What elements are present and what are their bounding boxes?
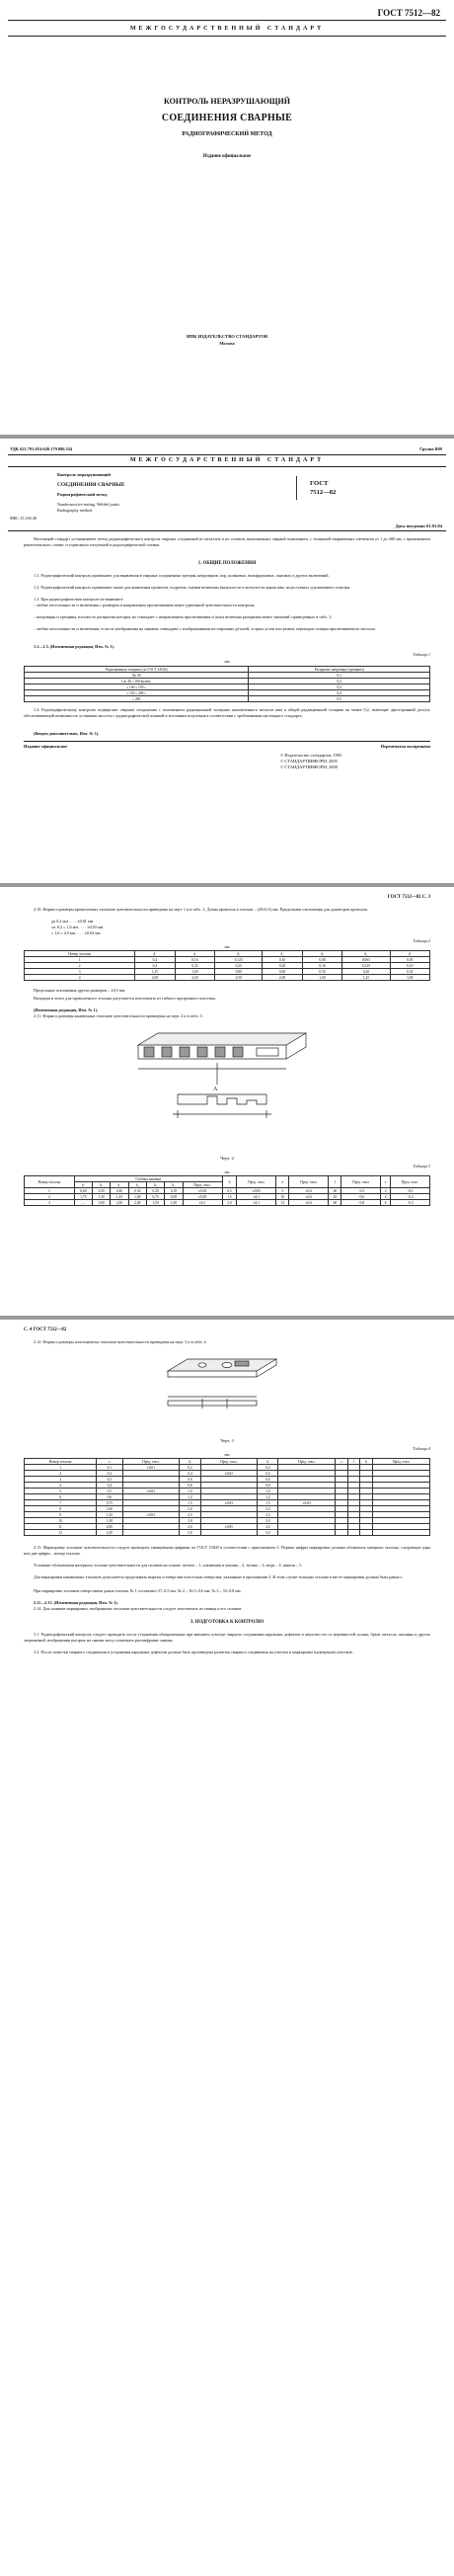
para-3-1: 3.1. Радиографический контроль следует проводить после устранения обнаруженных при внешнем осмотре сварного соединения наружных дефектов и зачистки его от неровностей, шлака, брызг металла, окалины и других загрязнений, изображения которых на снимке могут помешать расшифровке снимка. bbox=[24, 1632, 430, 1643]
table-cell: 4,0 bbox=[258, 1524, 278, 1530]
para-3-2: 3.2. После зачистки сварного соединения и устранения наружных дефектов должна быть произведена разметка сварного соединения на участки и маркировка (нумерация) участков. bbox=[34, 1650, 353, 1654]
table-cell: −0,6 bbox=[341, 1194, 381, 1200]
table-cell: 3,0 bbox=[258, 1518, 278, 1524]
mks-code: МКС 25.160.40 bbox=[10, 516, 38, 521]
table-cell: −0,8 bbox=[341, 1200, 381, 1206]
table-cell: 1,5 bbox=[180, 1500, 200, 1506]
table-1-head-thickness: Радиационная толщина (по ГОСТ 24034) bbox=[25, 667, 249, 673]
table-cell: 45 bbox=[329, 1194, 341, 1200]
table-cell bbox=[336, 1530, 348, 1536]
table-cell: 0,6 bbox=[97, 1494, 122, 1500]
table-2-head: d₄ bbox=[263, 951, 302, 957]
section-1-heading: 1. ОБЩИЕ ПОЛОЖЕНИЯ bbox=[197, 561, 257, 566]
table-cell: ±0,1 bbox=[237, 1194, 276, 1200]
interstate-standard-heading: МЕЖГОСУДАРСТВЕННЫЙ СТАНДАРТ bbox=[129, 26, 325, 32]
edition-label: Издание официальное bbox=[24, 744, 68, 749]
table-cell: −0,5 bbox=[341, 1188, 381, 1194]
standard-code: ГОСТ 7512—82 bbox=[377, 8, 440, 18]
note-1-4: (Введен дополнительно, Изм. № 1). bbox=[34, 731, 100, 736]
table-4-head: b bbox=[359, 1459, 373, 1465]
table-cell: 1,00 bbox=[165, 1200, 183, 1206]
para-hole-marking: При маркировке эталонов отверстиями длина эталона № 1 составляет 27–0,5 мм, № 2 – 30,5–0,6 мм, № 3 – 33–0,8 мм. bbox=[34, 1588, 242, 1593]
page-2 bbox=[0, 439, 454, 883]
gost-label: ГОСТ bbox=[310, 480, 329, 487]
para-2-12: 2.12. Форма и размеры пластинчатых эталонов чувствительности приведены на черт. 3 и в табл. 4. bbox=[34, 1339, 207, 1344]
table-cell: 0,10 bbox=[165, 1188, 183, 1194]
udk-code: УДК 621.791.053:620.179.086.354 bbox=[10, 446, 73, 451]
page-4 bbox=[0, 1320, 454, 2576]
table-cell: 0,1 bbox=[249, 673, 430, 679]
para-2-13: 2.13. Маркировку эталонов чувствительности следует проводить свинцовыми цифрами по ГОСТ 15843 в соответствии с приложением 3. Первые цифры маркировки должны обозначать материал эталона, следующие одна или две цифры – номер эталона. bbox=[24, 1545, 430, 1556]
table-4-head: Номер эталона bbox=[25, 1459, 97, 1465]
table-cell: 1,50 bbox=[93, 1194, 111, 1200]
table-cell bbox=[348, 1530, 359, 1536]
name-en-1: Nondestructive testing. Welded joints. bbox=[57, 502, 120, 507]
table-cell: 0,4 bbox=[135, 963, 175, 969]
table-cell: 2 bbox=[25, 1194, 75, 1200]
table-cell: 2 bbox=[25, 963, 135, 969]
para-1-3-c: – любые несплошности и включения, если их изображения на снимках совпадают с изображениями посторонних деталей, острых углов или резких перепадов толщин просвечиваемого металла. bbox=[34, 626, 376, 631]
table-3-head: b bbox=[222, 1176, 237, 1188]
table-cell bbox=[359, 1530, 373, 1536]
table-cell: 2,00 bbox=[97, 1524, 122, 1530]
table-cell: ±0,05 bbox=[200, 1524, 258, 1530]
table-cell: 0,32 bbox=[175, 963, 214, 969]
name-ru-2: СОЕДИНЕНИЯ СВАРНЫЕ bbox=[57, 482, 125, 488]
table-cell: 0,2 bbox=[249, 679, 430, 684]
table-cell: 0,75 bbox=[97, 1500, 122, 1506]
table-3-head: Пред. откл. bbox=[289, 1176, 329, 1188]
table-cell: 0,75 bbox=[146, 1194, 164, 1200]
table-cell: 0,4 bbox=[249, 690, 430, 696]
table-3-head: Пред. откл. bbox=[341, 1176, 381, 1188]
divider bbox=[8, 466, 446, 467]
table-cell: 4 bbox=[25, 1483, 97, 1489]
table-cell: » 100 » 150 » bbox=[25, 684, 249, 690]
table-cell: 3 bbox=[25, 1477, 97, 1483]
page-header: ГОСТ 7512—82 С. 3 bbox=[387, 895, 430, 900]
table-cell: 2,0 bbox=[180, 1506, 200, 1512]
table-cell: 2,50 bbox=[215, 975, 263, 981]
title-line-2: СОЕДИНЕНИЯ СВАРНЫЕ bbox=[161, 113, 293, 123]
table-cell: 0,2 bbox=[180, 1465, 200, 1471]
table-cell: 0,5 bbox=[97, 1489, 122, 1494]
table-cell: 0,16 bbox=[175, 957, 214, 963]
table-4-head: s bbox=[97, 1459, 122, 1465]
table-cell: 10 bbox=[25, 1518, 97, 1524]
table-4 bbox=[24, 1458, 430, 1536]
table-cell: » 200 bbox=[25, 696, 249, 702]
table-cell: До 40 bbox=[25, 673, 249, 679]
table-3-head: h₄ bbox=[128, 1182, 146, 1188]
table-cell: Св. 40 » 100 включ. bbox=[25, 679, 249, 684]
title-line-3: РАДИОГРАФИЧЕСКИЙ МЕТОД bbox=[182, 131, 272, 137]
table-2-head: d₇ bbox=[390, 951, 429, 957]
table-cell: 1,75 bbox=[74, 1194, 92, 1200]
para-2-14: 2.14. Для снимков маркировки, изображение эталонов чувствительности следует изготовлять из свинца и его сплавов. bbox=[34, 1606, 243, 1611]
table-1-unit: мм bbox=[224, 659, 230, 664]
table-cell: 5,0 bbox=[258, 1530, 278, 1536]
table-row bbox=[25, 975, 430, 981]
table-cell: ±0,3 bbox=[289, 1194, 329, 1200]
para-1-4: 1.4. Радиографическому контролю подвергают сварные соединения с отношением радиационной толщины наплавленного металла шва к общей радиационной толщине не менее 0,2, имеющие двусторонний доступ, обеспечивающий возможность установки кассеты с радиографической пленкой и источника излучения в соответствии с требованиями настоящего стандарта. bbox=[24, 707, 430, 718]
table-cell: 12 bbox=[276, 1200, 289, 1206]
table-cell: ±0,1 bbox=[183, 1200, 222, 1206]
table-cell: 2,00 bbox=[263, 975, 302, 981]
table-4-head: d₂ bbox=[258, 1459, 278, 1465]
table-cell: 0,8 bbox=[258, 1483, 278, 1489]
intro-date: Дата введения 01.01.84 bbox=[395, 523, 442, 528]
table-3-head: Пред. откл. bbox=[183, 1182, 222, 1188]
table-3-head-groove-depth: Глубина канавки bbox=[74, 1176, 222, 1182]
table-2-head: Номер эталона bbox=[25, 951, 135, 957]
name-ru-3: Радиографический метод bbox=[57, 492, 108, 497]
note-2-11-2-13: 2.11—2.13. (Измененная редакция, Изм. № 1). bbox=[34, 1600, 118, 1605]
table-cell: 0,4 bbox=[180, 1471, 200, 1477]
table-cell bbox=[200, 1530, 258, 1536]
table-cell: 0,063 bbox=[342, 957, 390, 963]
table-cell: 1,0 bbox=[258, 1489, 278, 1494]
table-cell: ±0,02 bbox=[122, 1489, 180, 1494]
page-3 bbox=[0, 887, 454, 1316]
table-cell: 0,30 bbox=[128, 1188, 146, 1194]
table-cell: 0,80 bbox=[215, 969, 263, 975]
drawing-2-section-label: А bbox=[213, 1087, 218, 1092]
table-cell: 1,25 bbox=[97, 1512, 122, 1518]
table-cell: 1,00 bbox=[97, 1506, 122, 1512]
copyright-2: © СТАНДАРТИНФОРМ, 2005 bbox=[280, 759, 338, 764]
para-1-3-b: – непровары и трещины, плоскость раскрытия которых не совпадает с направлением просвечивания и (или) величина раскрытия менее значений, приведенных в табл. 1; bbox=[34, 614, 333, 619]
title-page bbox=[0, 0, 454, 435]
divider bbox=[8, 20, 446, 21]
para-1-2: 1.2. Радиографический контроль применяют также для выявления прожогов, подрезов, оценки величины выпуклости и вогнутости корня шва, недоступных для внешнего осмотра. bbox=[34, 585, 351, 590]
table-cell: 2,0 bbox=[258, 1506, 278, 1512]
table-cell: 0,2 bbox=[135, 957, 175, 963]
group-code: Группа В09 bbox=[419, 446, 442, 451]
table-cell: 11 bbox=[25, 1524, 97, 1530]
tolerance-2: св. 0,2 » 1,6 мм . . . . ±0,03 мм bbox=[51, 925, 104, 929]
table-cell: 0,6 bbox=[180, 1477, 200, 1483]
table-3-label: Таблица 3 bbox=[413, 1164, 430, 1168]
divider bbox=[24, 741, 430, 742]
divider bbox=[8, 454, 446, 455]
table-cell: 2,50 bbox=[111, 1200, 128, 1206]
table-2-unit: мм bbox=[224, 944, 230, 949]
table-3-head: s bbox=[381, 1176, 390, 1188]
table-cell: 1,25 bbox=[135, 969, 175, 975]
drawing-3-caption: Черт. 3 bbox=[220, 1438, 234, 1443]
table-cell: 1,5 bbox=[222, 1194, 237, 1200]
table-cell: 0,05 bbox=[390, 957, 429, 963]
reprint-notice: Перепечатка воспрещена bbox=[380, 744, 430, 749]
table-cell: ±0,05 bbox=[183, 1188, 222, 1194]
edition-label: Издание официальное bbox=[202, 154, 252, 159]
para-material-codes: Условные обозначения материала эталона чувствительности для сплавов на основе: железа – 1, алюминия и магния – 2, титана – 3, меди – 4, никеля – 5. bbox=[34, 1563, 303, 1568]
table-cell: 1,25 bbox=[342, 975, 390, 981]
para-1-3-a: – любые несплошности и включения с размером в направлении просвечивания менее удвоенной чувствительности контроля; bbox=[34, 603, 256, 607]
table-cell: ±0,2 bbox=[289, 1188, 329, 1194]
table-cell: 0,60 bbox=[74, 1188, 92, 1194]
table-3 bbox=[24, 1175, 430, 1206]
table-3-head: a bbox=[276, 1176, 289, 1188]
section-3-heading: 3. ПОДГОТОВКА К КОНТРОЛЮ bbox=[189, 1620, 265, 1625]
table-cell: 0,8 bbox=[180, 1483, 200, 1489]
table-cell: 0,2 bbox=[97, 1471, 122, 1477]
table-cell: 5 bbox=[25, 1489, 97, 1494]
table-cell: 3,00 bbox=[93, 1200, 111, 1206]
groove-standard-drawing bbox=[118, 1025, 336, 1154]
gost-number: 7512—82 bbox=[310, 489, 337, 496]
table-cell: 1 bbox=[25, 1188, 75, 1194]
table-1-head-opening: Раскрытие непровара (трещины) bbox=[249, 667, 430, 673]
table-4-head: l bbox=[348, 1459, 359, 1465]
publisher-name: ИПК ИЗДАТЕЛЬСТВО СТАНДАРТОВ bbox=[186, 334, 268, 339]
table-4-head: c bbox=[336, 1459, 348, 1465]
table-4-unit: мм bbox=[224, 1452, 230, 1457]
table-row bbox=[25, 1200, 430, 1206]
para-tolerance-other: Предельные отклонения других размеров – ±0,5 мм. bbox=[34, 988, 126, 993]
name-ru-1: Контроль неразрушающий bbox=[57, 472, 111, 477]
table-cell: 0,4 bbox=[258, 1471, 278, 1477]
table-cell: 3,0 bbox=[180, 1518, 200, 1524]
table-cell: 0,1 bbox=[97, 1465, 122, 1471]
table-cell: 1,0 bbox=[180, 1489, 200, 1494]
table-cell: 0,20 bbox=[146, 1188, 164, 1194]
table-cell: 0,3 bbox=[249, 684, 430, 690]
para-2-10: 2.10. Форма и размеры проволочных эталонов чувствительности приведены на черт. 1 и в табл. 2. Длина проволок в эталоне – (20±0,5) мм. Предельные отклонения для диаметров проволок: bbox=[34, 907, 368, 912]
table-cell: 0,20 bbox=[263, 963, 302, 969]
table-3-head: h₂ bbox=[93, 1182, 111, 1188]
table-cell: 1,60 bbox=[302, 975, 341, 981]
name-en-2: Radiography method bbox=[57, 508, 93, 513]
divider bbox=[8, 36, 446, 37]
table-cell: 2,00 bbox=[128, 1200, 146, 1206]
table-cell: 6 bbox=[381, 1200, 390, 1206]
gost-box-rule bbox=[296, 476, 297, 500]
table-2-head: d₁ bbox=[135, 951, 175, 957]
table-cell: 1,50 bbox=[146, 1200, 164, 1206]
plate-standard-drawing bbox=[148, 1353, 306, 1432]
table-cell: 0,63 bbox=[263, 969, 302, 975]
table-cell: ±0,05 bbox=[183, 1194, 222, 1200]
table-2-head: d₆ bbox=[342, 951, 390, 957]
table-cell: 7 bbox=[25, 1500, 97, 1506]
note-amended: (Измененная редакция, Изм. № 1). bbox=[34, 1007, 99, 1012]
table-cell: 2,5 bbox=[180, 1512, 200, 1518]
table-cell: 2 bbox=[25, 1471, 97, 1477]
table-cell: 1,2 bbox=[258, 1494, 278, 1500]
table-cell: ±0,3 bbox=[289, 1200, 329, 1206]
copyright-3: © СТАНДАРТИНФОРМ, 2008 bbox=[280, 765, 338, 769]
table-cell: −0,2 bbox=[390, 1194, 429, 1200]
table-cell bbox=[373, 1530, 430, 1536]
table-cell: 0,40 bbox=[342, 969, 390, 975]
table-cell: ±0,03 bbox=[122, 1512, 180, 1518]
table-cell: 2,50 bbox=[97, 1530, 122, 1536]
table-row bbox=[25, 1530, 430, 1536]
table-cell: 0,5 bbox=[222, 1188, 237, 1194]
table-3-unit: мм bbox=[224, 1169, 230, 1174]
table-cell: 8 bbox=[25, 1506, 97, 1512]
table-cell: 1,50 bbox=[97, 1518, 122, 1524]
table-cell: 5,0 bbox=[180, 1530, 200, 1536]
table-cell: 2,5 bbox=[258, 1512, 278, 1518]
table-3-head: l bbox=[329, 1176, 341, 1188]
table-cell: 12 bbox=[25, 1530, 97, 1536]
copyright-1: © Издательство стандартов, 1983 bbox=[280, 753, 342, 758]
table-cell: 30 bbox=[329, 1188, 341, 1194]
table-cell: 3,20 bbox=[175, 975, 214, 981]
table-2-head: d₂ bbox=[175, 951, 214, 957]
table-cell: » 150 » 200 » bbox=[25, 690, 249, 696]
drawing-2-caption: Черт. 2 bbox=[220, 1156, 234, 1161]
table-cell: 0,50 bbox=[165, 1194, 183, 1200]
table-cell: 0,10 bbox=[390, 963, 429, 969]
table-4-head: Пред. откл. bbox=[278, 1459, 336, 1465]
table-cell: 4 bbox=[381, 1194, 390, 1200]
table-cell: 1,00 bbox=[128, 1194, 146, 1200]
table-cell: ±0,03 bbox=[278, 1500, 336, 1506]
table-cell: 6 bbox=[25, 1494, 97, 1500]
table-1-label: Таблица 1 bbox=[413, 652, 430, 657]
note-1-1-1-3: 1.1—1.3. (Измененная редакция, Изм. № 1). bbox=[34, 644, 114, 649]
table-cell: 1,00 bbox=[390, 975, 429, 981]
table-cell: 2 bbox=[381, 1188, 390, 1194]
para-1-1: 1.1. Радиографический контроль применяют для выявления в сварных соединениях трещин, непроваров, пор, шлаковых, вольфрамовых, окисных и других включений. bbox=[34, 573, 330, 578]
table-cell: 0,10 bbox=[263, 957, 302, 963]
table-3-head: Пред. откл. bbox=[390, 1176, 429, 1188]
table-cell: 60 bbox=[329, 1200, 341, 1206]
para-marking: Для маркировки канавочных эталонов допускается проделывать вырезы и отверстия или только отверстия, указанные в приложении 3. В этом случае толщина эталона в месте маркировки должна быть равна s. bbox=[34, 1574, 404, 1579]
table-cell: 0,4 bbox=[97, 1483, 122, 1489]
table-3-head-number: Номер эталона bbox=[25, 1176, 75, 1188]
table-cell: 1 bbox=[25, 1465, 97, 1471]
table-cell: 1,2 bbox=[180, 1494, 200, 1500]
table-cell: 1,00 bbox=[175, 969, 214, 975]
table-cell: 1,5 bbox=[258, 1500, 278, 1506]
interstate-standard-heading: МЕЖГОСУДАРСТВЕННЫЙ СТАНДАРТ bbox=[129, 457, 325, 463]
table-cell: 0,50 bbox=[302, 969, 341, 975]
table-3-head: h₁ bbox=[74, 1182, 92, 1188]
table-cell: ±0,05 bbox=[237, 1188, 276, 1194]
table-cell: 1,25 bbox=[111, 1194, 128, 1200]
table-cell: 0,6 bbox=[258, 1477, 278, 1483]
table-4-head: Пред. откл. bbox=[373, 1459, 430, 1465]
para-2-11: 2.11. Форма и размеры канавочных эталонов чувствительности приведены на черт. 2 и в табл. 3. bbox=[34, 1013, 203, 1018]
table-cell: ±0,1 bbox=[237, 1200, 276, 1206]
table-cell: 0,125 bbox=[342, 963, 390, 969]
table-4-head: Пред. откл. bbox=[122, 1459, 180, 1465]
table-2 bbox=[24, 950, 430, 981]
table-2-head: d₃ bbox=[215, 951, 263, 957]
table-cell: 0,40 bbox=[111, 1188, 128, 1194]
para-1-3: 1.3. При радиографическом контроле не выявляют: bbox=[34, 597, 124, 602]
intro-paragraph: Настоящий стандарт устанавливает метод радиографического контроля сварных соединений из металлов и их сплавов, выполненных сваркой плавлением, с толщиной свариваемых элементов от 1 до 400 мм, с применением рентгеновского, гамма- и тормозного излучений и радиографической пленки. bbox=[24, 536, 430, 547]
table-cell: 3 bbox=[25, 1200, 75, 1206]
table-cell: −0,1 bbox=[390, 1188, 429, 1194]
table-3-head: h₃ bbox=[111, 1182, 128, 1188]
table-cell: ±0,01 bbox=[122, 1465, 180, 1471]
table-cell: ±0,02 bbox=[200, 1471, 258, 1477]
table-row bbox=[25, 696, 430, 702]
table-cell: 5 bbox=[276, 1188, 289, 1194]
table-cell: — bbox=[74, 1200, 92, 1206]
table-cell: 3,0 bbox=[222, 1200, 237, 1206]
table-cell: ±0,03 bbox=[200, 1500, 258, 1506]
table-2-head: d₅ bbox=[302, 951, 341, 957]
table-cell: 4,0 bbox=[180, 1524, 200, 1530]
table-cell: 0,25 bbox=[215, 963, 263, 969]
table-cell: 0,3 bbox=[97, 1477, 122, 1483]
tolerance-3: » 1,6 » 4,0 мм . . . . ±0,04 мм bbox=[51, 930, 101, 935]
table-cell: 0,5 bbox=[249, 696, 430, 702]
table-cell: 1 bbox=[25, 957, 135, 963]
table-1 bbox=[24, 666, 430, 702]
table-cell: 9 bbox=[25, 1512, 97, 1518]
table-cell: 4,00 bbox=[135, 975, 175, 981]
para-envelope: Вкладыш и чехол для проволочного эталона допускается изготовлять из гибкого прозрачного пластика. bbox=[34, 996, 216, 1001]
table-cell: −0,3 bbox=[390, 1200, 429, 1206]
tolerance-1: до 0,2 мм . . . . ±0,01 мм bbox=[51, 919, 94, 924]
table-4-label: Таблица 4 bbox=[413, 1446, 430, 1451]
table-3-head: h₅ bbox=[146, 1182, 164, 1188]
table-cell: 0,50 bbox=[93, 1188, 111, 1194]
table-4-head: d₁ bbox=[180, 1459, 200, 1465]
title-line-1: КОНТРОЛЬ НЕРАЗРУШАЮЩИЙ bbox=[164, 97, 290, 106]
table-cell bbox=[278, 1530, 336, 1536]
publisher-city: Москва bbox=[219, 341, 235, 346]
table-cell: 0,32 bbox=[390, 969, 429, 975]
table-cell: 0,16 bbox=[302, 963, 341, 969]
divider bbox=[8, 530, 446, 531]
table-cell: 10 bbox=[276, 1194, 289, 1200]
table-cell: 0,125 bbox=[215, 957, 263, 963]
table-4-head: Пред. откл. bbox=[200, 1459, 258, 1465]
page-header: С. 4 ГОСТ 7512—82 bbox=[24, 1328, 67, 1332]
table-cell bbox=[122, 1530, 180, 1536]
table-cell: 0,2 bbox=[258, 1465, 278, 1471]
table-3-head: h₆ bbox=[165, 1182, 183, 1188]
table-3-head: Пред. откл. bbox=[237, 1176, 276, 1188]
table-cell: 4 bbox=[25, 975, 135, 981]
table-2-label: Таблица 2 bbox=[413, 938, 430, 943]
table-cell: 3 bbox=[25, 969, 135, 975]
table-cell: 0,08 bbox=[302, 957, 341, 963]
